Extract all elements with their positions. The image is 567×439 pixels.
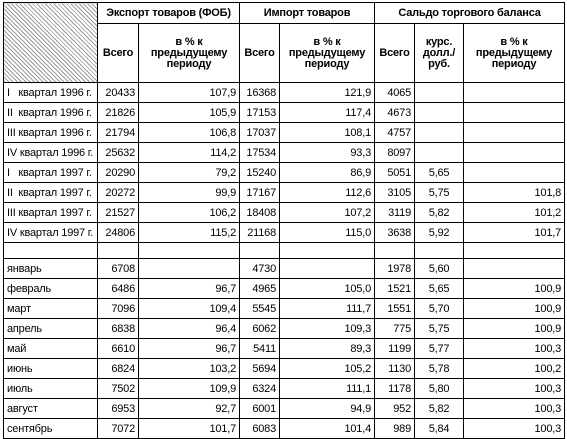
table-cell: 5694: [240, 359, 280, 379]
row-label: II квартал 1997 г.: [4, 183, 98, 203]
table-row: [4, 339, 565, 359]
table-cell: 4965: [240, 279, 280, 299]
table-cell: 20272: [98, 183, 139, 203]
table-row: [4, 183, 565, 203]
header-corner-cell: [4, 3, 98, 83]
table-cell: 952: [375, 399, 415, 419]
table-cell: 4757: [375, 123, 415, 143]
table-body: [4, 83, 565, 439]
header-import-group: Импорт товаров: [240, 3, 375, 24]
table-cell: 5,77: [415, 339, 464, 359]
trade-balance-table: [3, 2, 565, 439]
table-cell: 109,4: [139, 299, 240, 319]
header-export-pct: в % к предыдущему периоду: [139, 24, 240, 83]
table-cell: [280, 259, 375, 279]
table-cell: 5,75: [415, 183, 464, 203]
table-cell: [415, 143, 464, 163]
table-cell: [415, 103, 464, 123]
table-row: [4, 359, 565, 379]
table-cell: 5,80: [415, 379, 464, 399]
table-cell: 5,75: [415, 319, 464, 339]
row-label: январь: [4, 259, 98, 279]
table-cell: 115,2: [139, 223, 240, 243]
table-cell: 106,2: [139, 203, 240, 223]
table-cell: 106,8: [139, 123, 240, 143]
table-cell: [139, 259, 240, 279]
table-cell: 100,3: [464, 339, 565, 359]
table-cell: 17153: [240, 103, 280, 123]
header-balance-total: Всего: [375, 24, 415, 83]
table-cell: 6062: [240, 319, 280, 339]
table-cell: 109,9: [139, 379, 240, 399]
header-import-total: Всего: [240, 24, 280, 83]
row-label: май: [4, 339, 98, 359]
table-cell: 775: [375, 319, 415, 339]
table-cell: 6001: [240, 399, 280, 419]
table-cell: 20290: [98, 163, 139, 183]
table-cell: 89,3: [280, 339, 375, 359]
table-cell: 21826: [98, 103, 139, 123]
table-cell: 107,9: [139, 83, 240, 103]
spacer-cell: [4, 243, 98, 259]
table-cell: 100,3: [464, 379, 565, 399]
table-cell: [464, 103, 565, 123]
table-cell: 3638: [375, 223, 415, 243]
table-cell: 989: [375, 419, 415, 439]
table-cell: 105,9: [139, 103, 240, 123]
table-cell: [464, 259, 565, 279]
table-cell: 4065: [375, 83, 415, 103]
table-cell: 117,4: [280, 103, 375, 123]
row-label: апрель: [4, 319, 98, 339]
table-cell: 94,9: [280, 399, 375, 419]
spacer-cell: [240, 243, 280, 259]
spacer-cell: [98, 243, 139, 259]
row-label: IV квартал 1996 г.: [4, 143, 98, 163]
table-cell: 111,7: [280, 299, 375, 319]
table-cell: 20433: [98, 83, 139, 103]
row-label: III квартал 1997 г.: [4, 203, 98, 223]
table-cell: 16368: [240, 83, 280, 103]
row-label: II квартал 1996 г.: [4, 103, 98, 123]
table-cell: 101,2: [464, 203, 565, 223]
table-cell: 5,78: [415, 359, 464, 379]
table-cell: 1199: [375, 339, 415, 359]
table-cell: 8097: [375, 143, 415, 163]
row-label: июнь: [4, 359, 98, 379]
row-label: сентябрь: [4, 419, 98, 439]
table-cell: 100,9: [464, 299, 565, 319]
table-row: [4, 203, 565, 223]
table-cell: 6838: [98, 319, 139, 339]
table-cell: 6083: [240, 419, 280, 439]
table-cell: 21794: [98, 123, 139, 143]
row-label: февраль: [4, 279, 98, 299]
table-cell: 108,1: [280, 123, 375, 143]
spacer-row: [4, 243, 565, 259]
row-label: август: [4, 399, 98, 419]
table-row: [4, 123, 565, 143]
table-cell: 111,1: [280, 379, 375, 399]
table-cell: 114,2: [139, 143, 240, 163]
table-cell: 18408: [240, 203, 280, 223]
table-row: [4, 223, 565, 243]
table-cell: 5411: [240, 339, 280, 359]
table-cell: 5,84: [415, 419, 464, 439]
row-label: март: [4, 299, 98, 319]
table-cell: 100,9: [464, 319, 565, 339]
table-cell: 92,7: [139, 399, 240, 419]
table-cell: 6824: [98, 359, 139, 379]
table-cell: 21527: [98, 203, 139, 223]
table-header: [4, 3, 565, 83]
table-cell: 105,2: [280, 359, 375, 379]
table-cell: 112,6: [280, 183, 375, 203]
row-label: I квартал 1996 г.: [4, 83, 98, 103]
table-row: [4, 399, 565, 419]
table-cell: 1978: [375, 259, 415, 279]
table-cell: 79,2: [139, 163, 240, 183]
table-cell: 25632: [98, 143, 139, 163]
table-row: [4, 83, 565, 103]
table-cell: [464, 143, 565, 163]
table-cell: [415, 123, 464, 143]
table-cell: 6708: [98, 259, 139, 279]
table-cell: 107,2: [280, 203, 375, 223]
table-cell: 21168: [240, 223, 280, 243]
table-cell: 3119: [375, 203, 415, 223]
table-cell: 15240: [240, 163, 280, 183]
table-cell: 103,2: [139, 359, 240, 379]
table-row: [4, 143, 565, 163]
table-cell: 100,9: [464, 279, 565, 299]
table-cell: 4730: [240, 259, 280, 279]
table-cell: 6486: [98, 279, 139, 299]
table-cell: 7502: [98, 379, 139, 399]
header-export-total: Всего: [98, 24, 139, 83]
table-cell: 93,3: [280, 143, 375, 163]
table-cell: 115,0: [280, 223, 375, 243]
table-cell: 5545: [240, 299, 280, 319]
table-cell: [415, 83, 464, 103]
table-row: [4, 103, 565, 123]
table-cell: 3105: [375, 183, 415, 203]
table-cell: 5,92: [415, 223, 464, 243]
table-cell: 5,70: [415, 299, 464, 319]
table-cell: [464, 123, 565, 143]
table-cell: 99,9: [139, 183, 240, 203]
table-cell: [464, 83, 565, 103]
table-cell: 100,3: [464, 419, 565, 439]
row-label: I квартал 1997 г.: [4, 163, 98, 183]
table-cell: 121,9: [280, 83, 375, 103]
table-row: [4, 163, 565, 183]
table-cell: 1521: [375, 279, 415, 299]
header-balance-group: Сальдо торгового баланса: [375, 3, 565, 24]
spacer-cell: [415, 243, 464, 259]
table-row: [4, 379, 565, 399]
table-cell: 1178: [375, 379, 415, 399]
table-cell: 4673: [375, 103, 415, 123]
table-cell: 5,60: [415, 259, 464, 279]
header-export-group: Экспорт товаров (ФОБ): [98, 3, 240, 24]
table-cell: 17167: [240, 183, 280, 203]
table-cell: 105,0: [280, 279, 375, 299]
table-cell: 5,65: [415, 163, 464, 183]
header-group-row: [4, 3, 565, 24]
header-import-pct: в % к предыдущему периоду: [280, 24, 375, 83]
table-cell: 17037: [240, 123, 280, 143]
table-cell: 101,7: [464, 223, 565, 243]
table-cell: 100,3: [464, 399, 565, 419]
spacer-cell: [375, 243, 415, 259]
table-cell: 101,4: [280, 419, 375, 439]
spacer-cell: [280, 243, 375, 259]
row-label: IV квартал 1997 г.: [4, 223, 98, 243]
table-cell: 5,65: [415, 279, 464, 299]
table-cell: 86,9: [280, 163, 375, 183]
table-row: [4, 299, 565, 319]
table-row: [4, 279, 565, 299]
header-rate-pct: в % к предыдущему периоду: [464, 24, 565, 83]
table-cell: 24806: [98, 223, 139, 243]
table-cell: 17534: [240, 143, 280, 163]
table-cell: 96,4: [139, 319, 240, 339]
table-cell: 96,7: [139, 279, 240, 299]
table-row: [4, 259, 565, 279]
table-cell: 6324: [240, 379, 280, 399]
table-cell: 7096: [98, 299, 139, 319]
table-cell: [464, 163, 565, 183]
table-cell: 1130: [375, 359, 415, 379]
table-cell: 6610: [98, 339, 139, 359]
spacer-cell: [464, 243, 565, 259]
row-label: III квартал 1996 г.: [4, 123, 98, 143]
table-cell: 6953: [98, 399, 139, 419]
table-cell: 5,82: [415, 203, 464, 223]
table-cell: 5051: [375, 163, 415, 183]
table-cell: 5,82: [415, 399, 464, 419]
table-cell: 109,3: [280, 319, 375, 339]
table-cell: 100,2: [464, 359, 565, 379]
header-exchange-rate: курс. долл./ руб.: [415, 24, 464, 83]
table-cell: 96,7: [139, 339, 240, 359]
spacer-cell: [139, 243, 240, 259]
table-cell: 7072: [98, 419, 139, 439]
table-cell: 101,8: [464, 183, 565, 203]
table-cell: 101,7: [139, 419, 240, 439]
table-cell: 1551: [375, 299, 415, 319]
row-label: июль: [4, 379, 98, 399]
table-row: [4, 319, 565, 339]
